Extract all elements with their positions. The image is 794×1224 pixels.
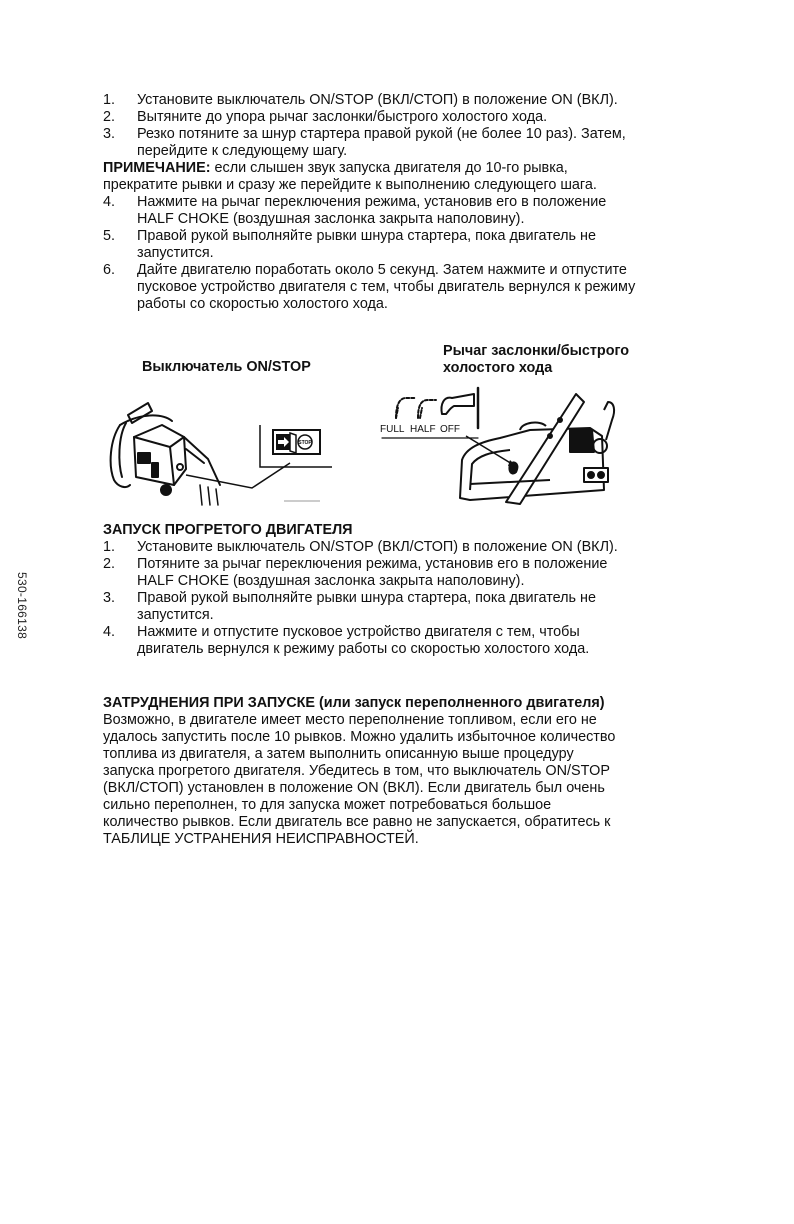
flooded-body: Возможно, в двигателе имеет место переполнение топливом, если его не удалось запустить после 10 рывков. Можно удалить избыточное количество топлива из двигателя, а затем выполнить описанную выше процедуру запуска прогретого двигателя. Убедитесь в том, что выключатель ON/STOP (ВКЛ/СТОП) установлен в положение ON (ВКЛ). Если двигатель был очень сильно переполнен, то для запуска может потребоваться большое количество рывков. Если двигатель все равно не запускается, обратитесь к ТАБЛИЦЕ УСТРАНЕНИЯ НЕИСПРАВНОСТЕЙ. bbox=[103, 712, 616, 847]
document-code: 530-166138 bbox=[15, 572, 29, 640]
note-text: если слышен звук запуска двигателя до 10-го рывка, прекратите рывки и сразу же перейдите к выполнению следующего шага. bbox=[103, 160, 597, 193]
step-number: 2. bbox=[103, 109, 116, 125]
list-item bbox=[103, 194, 643, 228]
step-text: Вытяните до упора рычаг заслонки/быстрого холостого хода. bbox=[137, 109, 548, 125]
step-text: Нажмите и отпустите пусковое устройство двигателя с тем, чтобы двигатель вернулся к режиму работы со скоростью холостого хода. bbox=[137, 624, 590, 657]
step-number: 5. bbox=[103, 228, 116, 244]
list-item bbox=[103, 228, 643, 262]
cold-start-steps-a bbox=[103, 92, 643, 313]
step-number: 3. bbox=[103, 126, 116, 142]
list-item bbox=[103, 109, 643, 126]
stop-label: STOP bbox=[298, 440, 312, 446]
choke-caption bbox=[443, 343, 629, 377]
list-item bbox=[103, 126, 643, 160]
step-text: Установите выключатель ON/STOP (ВКЛ/СТОП) в положение ON (ВКЛ). bbox=[137, 92, 618, 108]
step-number: 3. bbox=[103, 590, 116, 606]
step-text: Установите выключатель ON/STOP (ВКЛ/СТОП) в положение ON (ВКЛ). bbox=[137, 539, 618, 555]
choke-label-off: OFF bbox=[440, 424, 460, 435]
step-text: Дайте двигателю поработать около 5 секунд. Затем нажмите и отпустите пусковое устройство двигателя с тем, чтобы двигатель вернулся к режиму работы со скоростью холостого хода. bbox=[137, 262, 636, 312]
choke-lever-illustration bbox=[370, 380, 630, 510]
list-item bbox=[103, 92, 643, 109]
flooded-section bbox=[103, 695, 623, 848]
step-text: Нажмите на рычаг переключения режима, установив его в положение HALF CHOKE (воздушная заслонка закрыта наполовину). bbox=[137, 194, 607, 227]
warm-start-heading: ЗАПУСК ПРОГРЕТОГО ДВИГАТЕЛЯ bbox=[103, 522, 353, 538]
step-text: Правой рукой выполняйте рывки шнура стартера, пока двигатель не запустится. bbox=[137, 228, 596, 261]
choke-label-full: FULL bbox=[380, 424, 405, 435]
choke-caption-line2: холостого хода bbox=[443, 360, 553, 376]
warm-start-section bbox=[103, 522, 643, 658]
step-number: 4. bbox=[103, 624, 116, 640]
list-item bbox=[103, 556, 643, 590]
choke-caption-line1: Рычаг заслонки/быстрого bbox=[443, 343, 630, 359]
list-item bbox=[103, 539, 643, 556]
list-item bbox=[103, 262, 643, 313]
step-number: 2. bbox=[103, 556, 116, 572]
choke-label-half: HALF bbox=[410, 424, 436, 435]
step-number: 1. bbox=[103, 92, 116, 108]
note-label: ПРИМЕЧАНИЕ: bbox=[103, 160, 211, 176]
list-item bbox=[103, 590, 643, 624]
flooded-heading: ЗАТРУДНЕНИЯ ПРИ ЗАПУСКЕ (или запуск переполненного двигателя) bbox=[103, 695, 605, 711]
step-number: 4. bbox=[103, 194, 116, 210]
step-text: Правой рукой выполняйте рывки шнура стартера, пока двигатель не запустится. bbox=[137, 590, 596, 623]
step-text: Потяните за рычаг переключения режима, установив его в положение HALF CHOKE (воздушная заслонка закрыта наполовину). bbox=[137, 556, 608, 589]
step-number: 6. bbox=[103, 262, 116, 278]
list-item bbox=[103, 624, 643, 658]
note-paragraph bbox=[103, 160, 643, 194]
chainsaw-switch-illustration bbox=[100, 385, 340, 510]
switch-caption: Выключатель ON/STOP bbox=[142, 359, 311, 375]
step-number: 1. bbox=[103, 539, 116, 555]
step-text: Резко потяните за шнур стартера правой рукой (не более 10 раз). Затем, перейдите к следующему шагу. bbox=[137, 126, 626, 159]
